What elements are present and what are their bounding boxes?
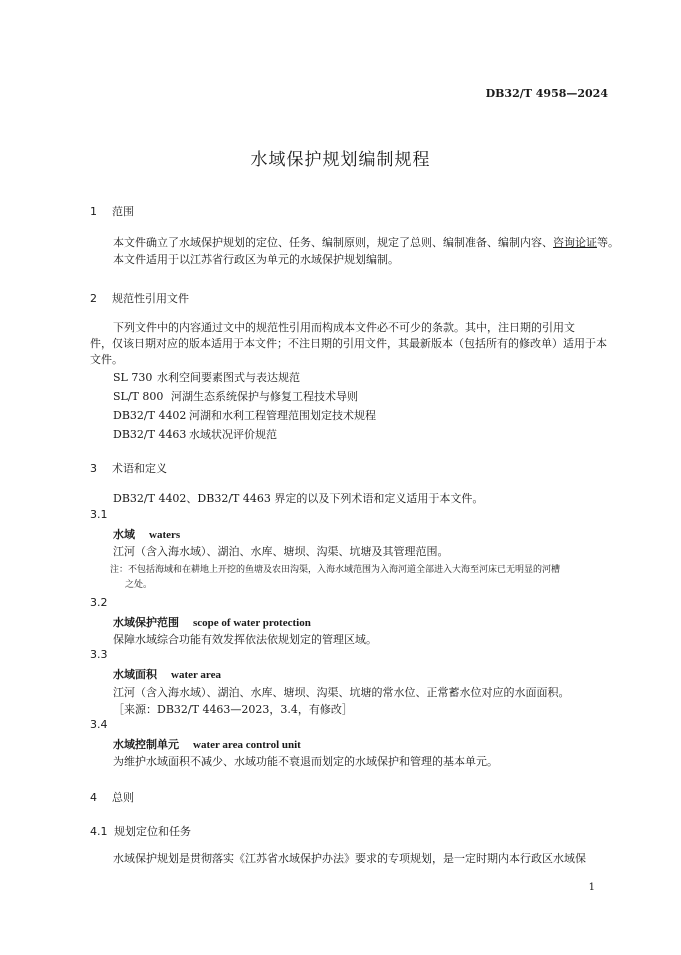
- reference-title: 河湖生态系统保护与修复工程技术导则: [171, 390, 358, 403]
- section-1-paragraph-1: [113, 234, 619, 251]
- term-en: water area: [171, 669, 221, 681]
- term-definition: 江河（含入海水域）、湖泊、水库、塘坝、沟渠、坑塘的常水位、正常蓄水位对应的水面面积。: [113, 686, 570, 699]
- term-heading: [113, 736, 301, 752]
- section-title: 术语和定义: [112, 462, 167, 475]
- reference-item: [113, 369, 300, 386]
- section-number: 4: [90, 791, 97, 804]
- term-cn: 水域控制单元: [113, 738, 179, 751]
- reference-title: 河湖和水利工程管理范围划定技术规程: [189, 409, 376, 422]
- term-heading: [113, 666, 221, 682]
- term-cn: 水域: [113, 528, 135, 541]
- reference-item: [113, 426, 277, 443]
- reference-code: DB32/T 4402: [113, 409, 187, 422]
- section-1-paragraph-2: 本文件适用于以江苏省行政区为单元的水域保护规划编制。: [113, 253, 399, 266]
- subsection-4-1-heading: [90, 823, 191, 839]
- section-2-paragraph-line-3: 文件。: [90, 353, 123, 366]
- reference-item: [113, 407, 376, 424]
- page-number: 1: [588, 882, 595, 893]
- term-source: ［来源：DB32/T 4463—2023，3.4，有修改］: [113, 703, 353, 716]
- reference-code: SL 730: [113, 371, 153, 384]
- section-3-heading: [90, 460, 167, 476]
- document-code: DB32/T 4958—2024: [485, 87, 608, 100]
- section-4-heading: [90, 789, 134, 805]
- reference-title: 水利空间要素图式与表达规范: [157, 371, 300, 384]
- section-title: 范围: [112, 205, 134, 218]
- section-1-heading: [90, 203, 134, 219]
- term-number: 3.3: [90, 648, 108, 661]
- section-2-heading: [90, 290, 189, 306]
- paragraph-text: 等。: [597, 236, 619, 249]
- term-heading: [113, 526, 180, 542]
- term-definition: 江河（含入海水域）、湖泊、水库、塘坝、沟渠、坑塘及其管理范围。: [113, 545, 449, 558]
- term-heading: [113, 614, 311, 630]
- subsection-title: 规划定位和任务: [114, 825, 191, 838]
- paragraph-text: 本文件确立了水域保护规划的定位、任务、编制原则，规定了总则、编制准备、编制内容、: [113, 236, 553, 249]
- reference-item: [113, 388, 358, 405]
- term-number: 3.2: [90, 596, 108, 609]
- term-cn: 水域保护范围: [113, 616, 179, 629]
- consultation-link[interactable]: 咨询论证: [553, 236, 597, 249]
- term-number: 3.4: [90, 718, 108, 731]
- term-number: 3.1: [90, 508, 108, 521]
- section-number: 2: [90, 292, 97, 305]
- section-number: 1: [90, 205, 97, 218]
- reference-code: SL/T 800: [113, 390, 164, 403]
- term-note-line-2: 之处。: [125, 580, 153, 590]
- term-cn: 水域面积: [113, 668, 157, 681]
- section-number: 3: [90, 462, 97, 475]
- subsection-number: 4.1: [90, 825, 108, 838]
- term-definition: 为维护水域面积不减少、水域功能不衰退而划定的水域保护和管理的基本单元。: [113, 755, 498, 768]
- reference-title: 水域状况评价规范: [189, 428, 277, 441]
- section-2-paragraph-line-2: 件，仅该日期对应的版本适用于本文件；不注日期的引用文件，其最新版本（包括所有的修改单）适用于本: [90, 337, 607, 350]
- section-title: 总则: [112, 791, 134, 804]
- term-en: waters: [149, 529, 181, 541]
- reference-code: DB32/T 4463: [113, 428, 187, 441]
- section-title: 规范性引用文件: [112, 292, 189, 305]
- section-2-paragraph-line-1: 下列文件中的内容通过文中的规范性引用而构成本文件必不可少的条款。其中，注日期的引用文: [113, 321, 575, 334]
- term-note-line-1: 注：不包括海域和在耕地上开挖的鱼塘及农田沟渠，入海水域范围为入海河道全部进入大海至河床已无明显的河槽: [110, 565, 561, 575]
- term-en: water area control unit: [193, 739, 301, 751]
- subsection-4-1-paragraph: 水域保护规划是贯彻落实《江苏省水域保护办法》要求的专项规划，是一定时期内本行政区水域保: [113, 852, 586, 865]
- section-3-intro: DB32/T 4402、DB32/T 4463 界定的以及下列术语和定义适用于本文件。: [113, 492, 484, 505]
- term-definition: 保障水域综合功能有效发挥依法依规划定的管理区域。: [113, 633, 377, 646]
- term-en: scope of water protection: [193, 617, 311, 629]
- document-title: 水域保护规划编制规程: [250, 150, 431, 170]
